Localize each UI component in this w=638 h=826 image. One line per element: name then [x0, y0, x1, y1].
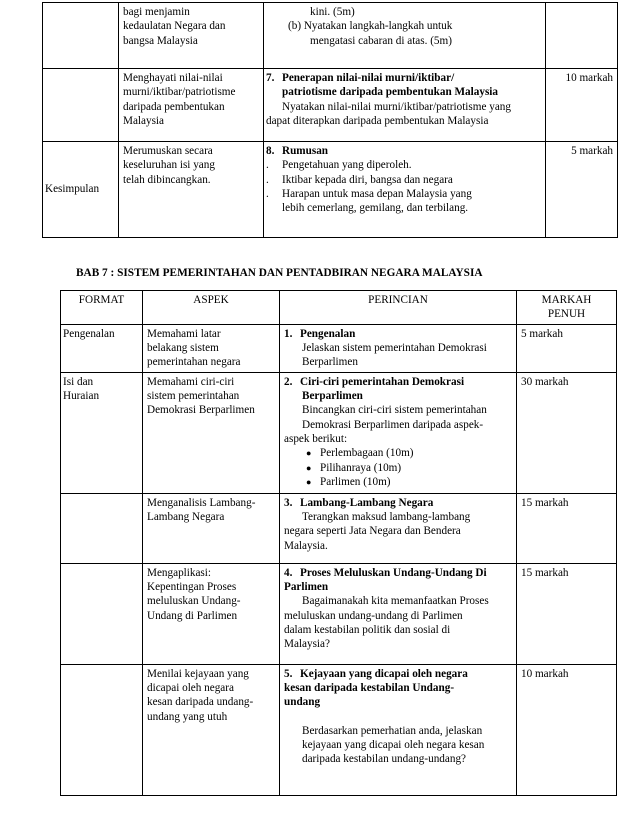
table-row	[61, 493, 617, 563]
aspek-cell: Memahami ciri-ciri sistem pemerintahan Demokrasi Berparlimen	[143, 372, 280, 493]
format-cell	[61, 563, 143, 664]
item-title: 4. Proses Meluluskan Undang-Undang Di	[284, 566, 487, 579]
aspek-cell: Mengaplikasi: Kepentingan Proses meluluskan Undang- Undang di Parlimen	[143, 563, 280, 664]
markah-cell: 10 markah	[546, 69, 618, 142]
perincian-cell: 1. Pengenalan Jelaskan sistem pemerintahan Demokrasi Berparlimen	[280, 324, 517, 372]
markah-cell	[546, 3, 618, 69]
table-row	[43, 142, 618, 238]
format-cell: Pengenalan	[61, 324, 143, 372]
header-aspek: ASPEK	[143, 291, 280, 325]
perincian-cell: 5. Kejayaan yang dicapai oleh negara kesan daripada kestabilan Undang- undang Berdasarkan pemerhatian anda, jelaskan kejayaan yang dicapai oleh negara kesan daripada kestabilan undang-undang?	[280, 664, 517, 795]
list-item: ● Pilihanraya (10m)	[306, 461, 402, 474]
format-cell: Isi dan Huraian	[61, 372, 143, 493]
format-cell	[43, 69, 119, 142]
markah-cell: 15 markah	[517, 563, 617, 664]
item-title: 8. Rumusan	[266, 145, 329, 157]
perincian-cell: 8. Rumusan . Pengetahuan yang diperoleh. . Iktibar kepada diri, bangsa dan negara . Harapan untuk masa depan Malaysia yang lebih cemerlang, gemilang, dan terbilang.	[264, 142, 546, 238]
perincian-cell: 3. Lambang-Lambang Negara Terangkan maksud lambang-lambang negara seperti Jata Negara dan Bendera Malaysia.	[280, 493, 517, 563]
item-title: 1. Pengenalan	[284, 327, 356, 340]
table-row	[43, 3, 618, 69]
perincian-cell: kini. (5m) (b) Nyatakan langkah-langkah untuk mengatasi cabaran di atas. (5m)	[264, 3, 546, 69]
aspek-cell: Menghayati nilai-nilai murni/iktibar/patriotisme daripada pembentukan Malaysia	[119, 69, 264, 142]
chapter-heading: BAB 7 : SISTEM PEMERINTAHAN DAN PENTADBIRAN NEGARA MALAYSIA	[76, 267, 483, 279]
list-item: ● Parlimen (10m)	[306, 475, 391, 488]
format-cell	[43, 3, 119, 69]
bullet-icon: ●	[306, 448, 312, 459]
header-markah: MARKAH PENUH	[517, 291, 617, 325]
item-title: 2. Ciri-ciri pemerintahan Demokrasi	[284, 375, 465, 388]
header-row	[61, 291, 617, 325]
header-perincian: PERINCIAN	[280, 291, 517, 325]
list-item: . Harapan untuk masa depan Malaysia yang	[266, 187, 472, 200]
item-title: 5. Kejayaan yang dicapai oleh negara	[284, 667, 468, 680]
header-format: FORMAT	[61, 291, 143, 325]
item-title: 3. Lambang-Lambang Negara	[284, 496, 434, 509]
top-table	[42, 2, 618, 238]
list-item: . Pengetahuan yang diperoleh.	[266, 159, 412, 172]
main-table	[60, 290, 617, 796]
format-cell	[61, 493, 143, 563]
aspek-cell: Menilai kejayaan yang dicapai oleh negara kesan daripada undang- undang yang utuh	[143, 664, 280, 795]
table-row	[61, 372, 617, 493]
format-cell	[61, 664, 143, 795]
aspek-cell: Memahami latar belakang sistem pemerintahan negara	[143, 324, 280, 372]
list-item: . Iktibar kepada diri, bangsa dan negara	[266, 173, 453, 186]
bullet-icon: ●	[306, 476, 312, 487]
table-row	[61, 563, 617, 664]
perincian-cell: 4. Proses Meluluskan Undang-Undang Di Parlimen Bagaimanakah kita memanfaatkan Proses meluluskan undang-undang di Parlimen dalam kestabilan politik dan sosial di Malaysia?	[280, 563, 517, 664]
perincian-cell: 7. Penerapan nilai-nilai murni/iktibar/ patriotisme daripada pembentukan Malaysia Nyatakan nilai-nilai murni/iktibar/patriotisme yang dapat diterapkan daripada pembentukan Malaysia	[264, 69, 546, 142]
list-item: ● Perlembagaan (10m)	[306, 447, 414, 460]
aspek-cell: bagi menjamin kedaulatan Negara dan bangsa Malaysia	[119, 3, 264, 69]
markah-cell: 30 markah	[517, 372, 617, 493]
markah-cell: 15 markah	[517, 493, 617, 563]
markah-cell: 5 markah	[546, 142, 618, 238]
item-title: 7. Penerapan nilai-nilai murni/iktibar/	[266, 72, 455, 84]
table-row	[43, 69, 618, 142]
table-row	[61, 324, 617, 372]
table-row	[61, 664, 617, 795]
markah-cell: 5 markah	[517, 324, 617, 372]
format-cell: Kesimpulan	[43, 142, 119, 238]
perincian-cell: 2. Ciri-ciri pemerintahan Demokrasi Berparlimen Bincangkan ciri-ciri sistem pemerintahan Demokrasi Berparlimen daripada aspek- aspek berikut: ● Perlembagaan (10m) ● Pilihanraya (10m) ● Parlimen (10m)	[280, 372, 517, 493]
aspek-cell: Merumuskan secara keseluruhan isi yang telah dibincangkan.	[119, 142, 264, 238]
bullet-icon: ●	[306, 462, 312, 473]
markah-cell: 10 markah	[517, 664, 617, 795]
aspek-cell: Menganalisis Lambang- Lambang Negara	[143, 493, 280, 563]
